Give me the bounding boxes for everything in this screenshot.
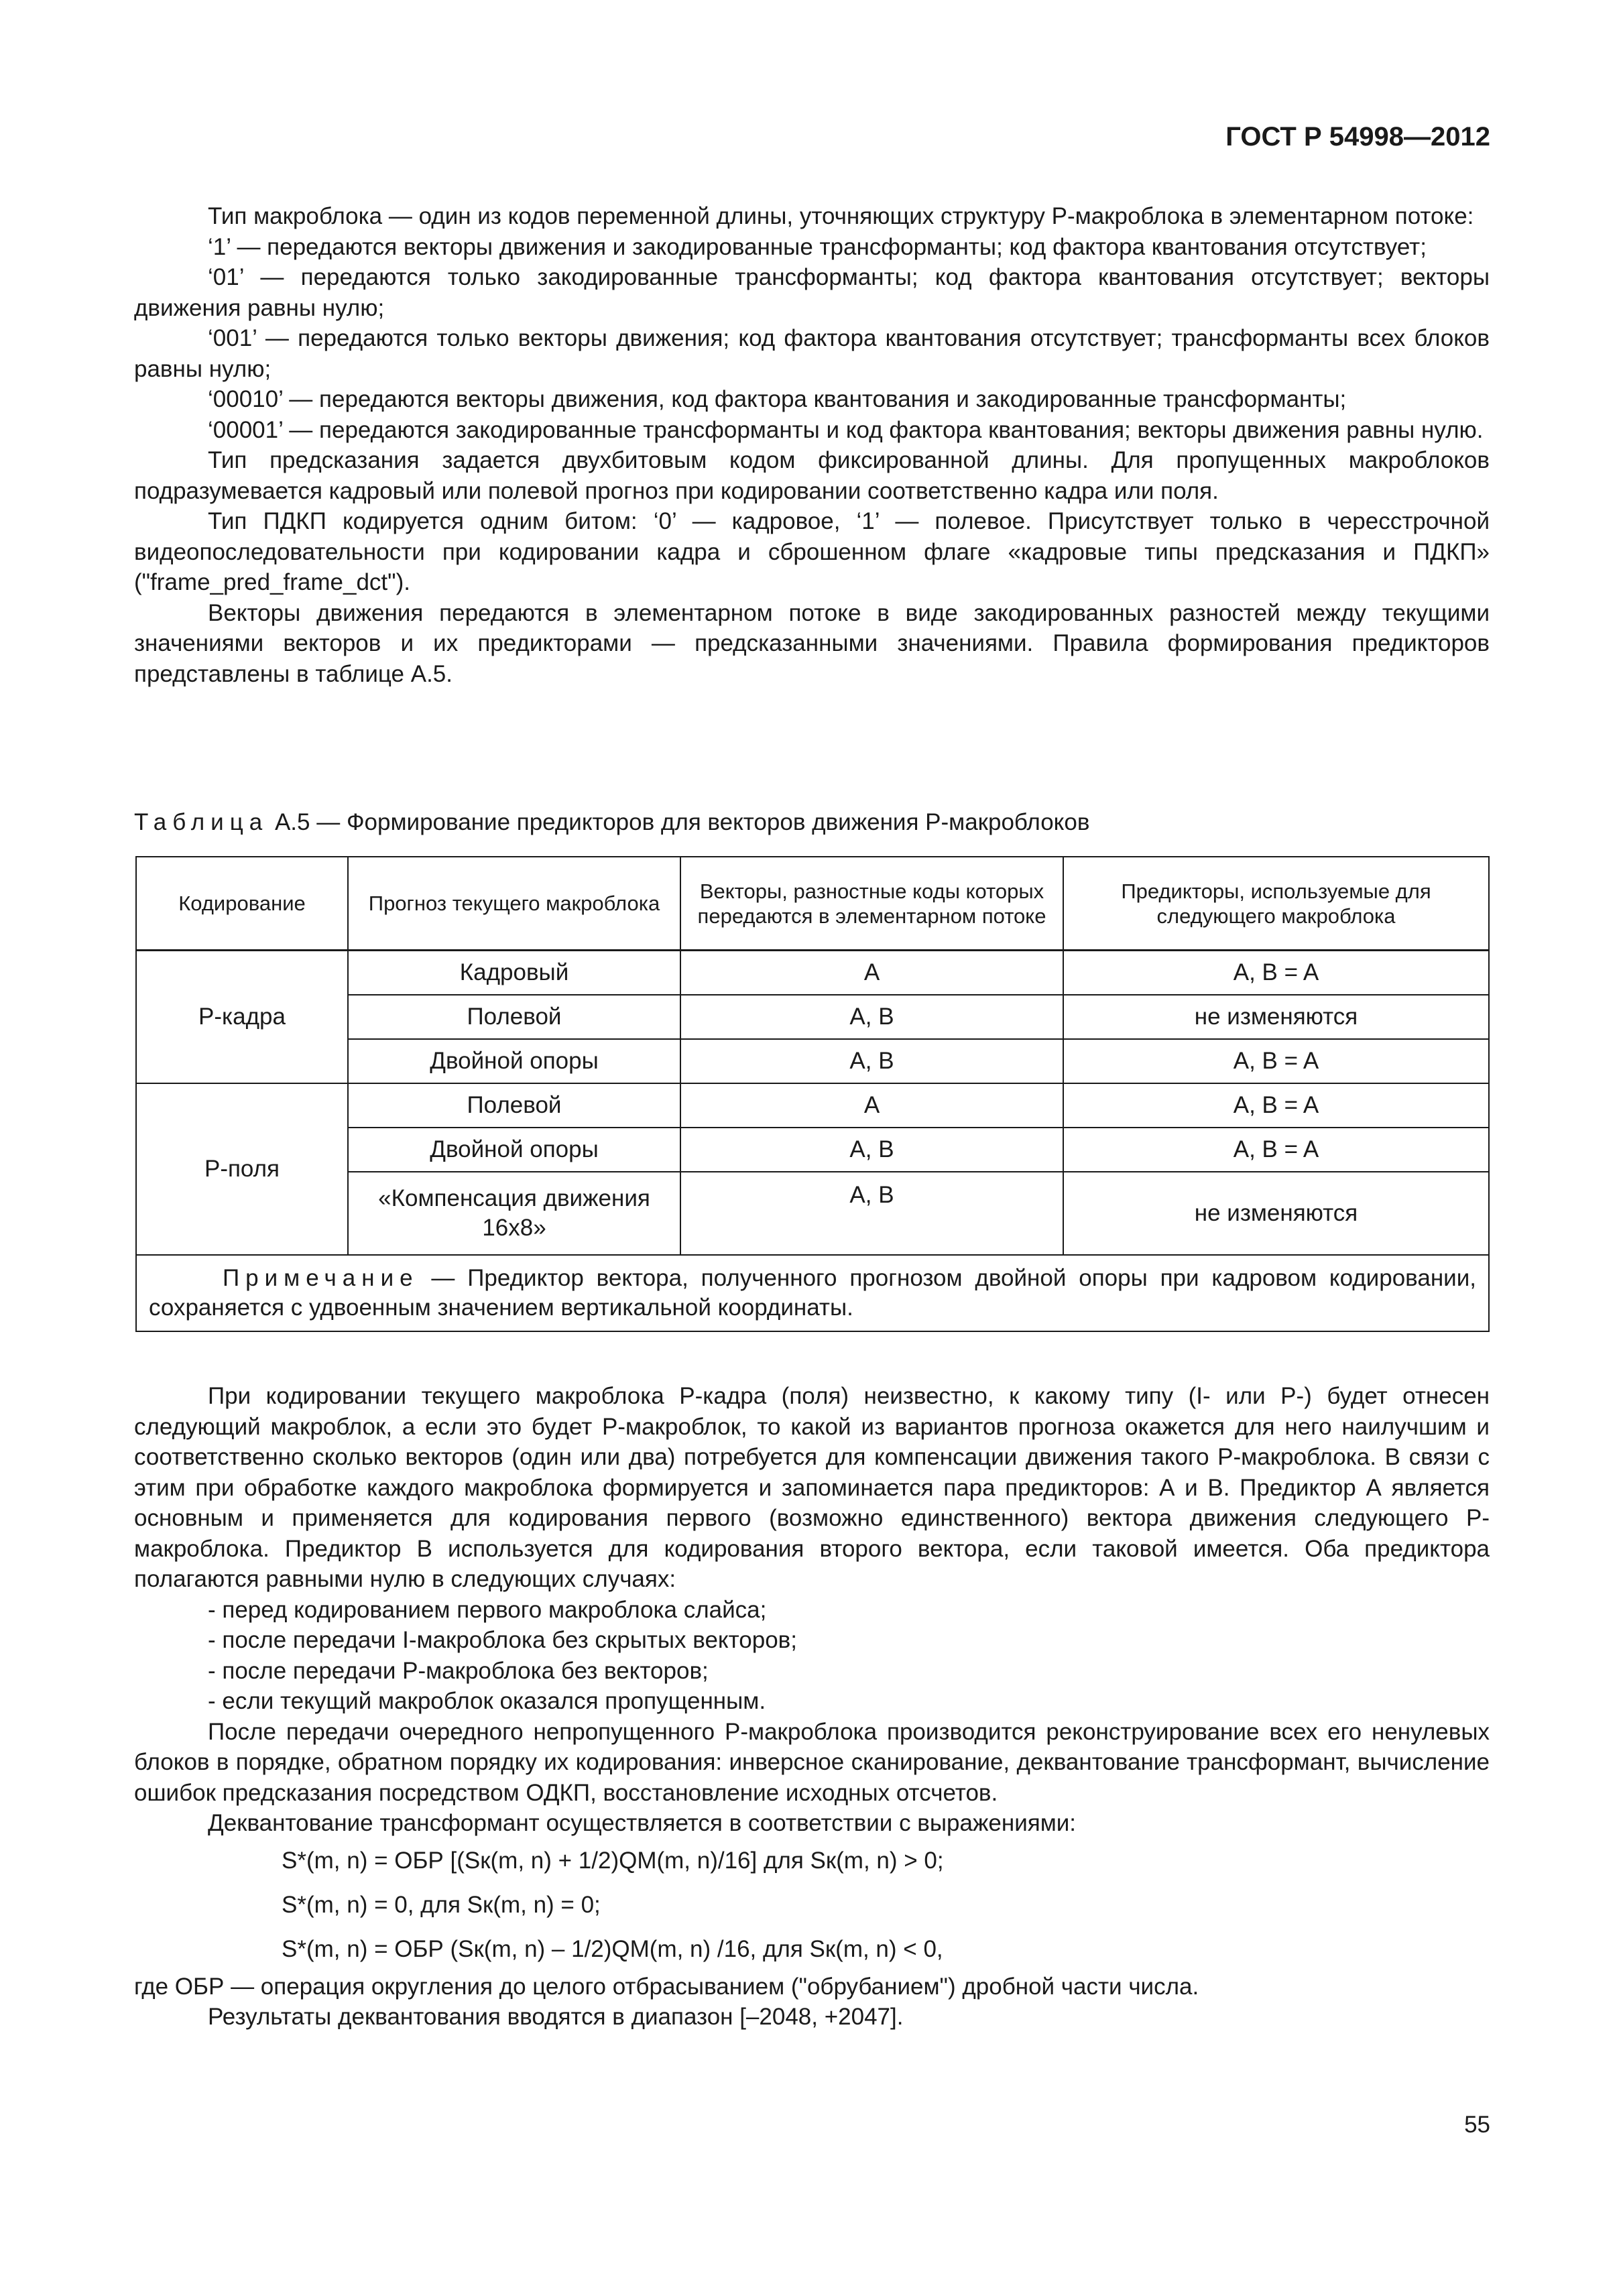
vectors-cell: A, B [680, 1172, 1063, 1255]
table-row [136, 1083, 1489, 1128]
paragraph: ‘01’ — передаются только закодированные трансформанты; код фактора квантования отсутствует; векторы движения равны нулю; [134, 264, 1490, 321]
paragraph: ‘00010’ — передаются векторы движения, код фактора квантования и закодированные трансформанты; [208, 386, 1347, 412]
column-header: Предикторы, используемые для следующего макроблока [1063, 857, 1489, 951]
formula: S*(m, n) = ОБР (Sк(m, n) – 1/2)QM(m, n) /16, для Sк(m, n) < 0, [282, 1935, 943, 1962]
forecast-cell: «Компенсация движения 16x8» [348, 1172, 680, 1255]
main-text [134, 1381, 1490, 2033]
vectors-cell: A, B [680, 1039, 1063, 1083]
coding-cell: P-поля [136, 1083, 348, 1255]
predictors-cell: не изменяются [1063, 995, 1489, 1039]
formula: S*(m, n) = 0, для Sк(m, n) = 0; [282, 1891, 601, 1918]
table-note-row [136, 1255, 1489, 1331]
forecast-cell: Полевой [348, 1083, 680, 1128]
predictor-table [135, 856, 1490, 1332]
list-item: - после передачи P-макроблока без векторов; [208, 1657, 709, 1684]
predictors-cell: A, B = A [1063, 951, 1489, 995]
paragraph: ‘1’ — передаются векторы движения и закодированные трансформанты; код фактора квантования отсутствует; [208, 233, 1427, 260]
table-caption-text: А.5 — Формирование предикторов для векторов движения P-макроблоков [268, 809, 1090, 835]
vectors-cell: A [680, 951, 1063, 995]
predictors-cell: A, B = A [1063, 1128, 1489, 1172]
vectors-cell: A, B [680, 1128, 1063, 1172]
column-header: Векторы, разностные коды которых передаются в элементарном потоке [680, 857, 1063, 951]
list-item: - перед кодированием первого макроблока слайса; [208, 1596, 767, 1623]
paragraph: ‘001’ — передаются только векторы движения; код фактора квантования отсутствует; трансформанты всех блоков равны нулю; [134, 325, 1490, 382]
table-note [136, 1255, 1489, 1331]
paragraph: Тип предсказания задается двухбитовым кодом фиксированной длины. Для пропущенных макроблоков подразумевается кадровый или полевой прогноз при кодировании соответственно кадра или поля. [134, 447, 1490, 504]
paragraph: При кодировании текущего макроблока P-кадра (поля) неизвестно, к какому типу (I- или P-) будет отнесен следующий макроблок, а если это будет P-макроблок, то какой из вариантов прогноза окажется для него наилучшим и соответственно сколько векторов (один или два) потребуется для компенсации движения такого P-макроблока. В связи с этим при обработке каждого макроблока формируется и запоминается пара предикторов: А и В. Предиктор А является основным и применяется для кодирования первого (возможно единственного) вектора движения следующего P-макроблока. Предиктор В используется для кодирования второго вектора, если таковой имеется. Оба предиктора полагаются равными нулю в следующих случаях: [134, 1383, 1490, 1592]
paragraph: После передачи очередного непропущенного P-макроблока производится реконструирование всех его ненулевых блоков в порядке, обратном порядку их кодирования: инверсное сканирование, деквантование трансформант, вычисление ошибок предсказания посредством ОДКП, восстановление исходных отсчетов. [134, 1718, 1490, 1806]
forecast-cell: Полевой [348, 995, 680, 1039]
paragraph: Векторы движения передаются в элементарном потоке в виде закодированных разностей между текущими значениями векторов и их предикторами — предсказанными значениями. Правила формирования предикторов представлены в таблице А.5. [134, 599, 1490, 687]
paragraph: где ОБР — операция округления до целого отбрасыванием ("обрубанием") дробной части числа. [134, 1973, 1199, 2000]
paragraph: Тип макроблока — один из кодов переменной длины, уточняющих структуру P-макроблока в элементарном потоке: [208, 203, 1474, 229]
paragraph: Деквантование трансформант осуществляется в соответствии с выражениями: [208, 1810, 1077, 1836]
page-number: 55 [1464, 2112, 1490, 2138]
predictors-cell: A, B = A [1063, 1083, 1489, 1128]
formula: S*(m, n) = ОБР [(Sк(m, n) + 1/2)QM(m, n)/16] для Sк(m, n) > 0; [282, 1847, 944, 1874]
paragraph: Тип ПДКП кодируется одним битом: ‘0’ — кадровое, ‘1’ — полевое. Присутствует только в чересстрочной видеопоследовательности при кодировании кадра и сброшенном флаге «кадровые типы предсказания и ПДКП» ("frame_pred_frame_dct"). [134, 508, 1490, 595]
column-header: Прогноз текущего макроблока [348, 857, 680, 951]
paragraph: Результаты деквантования вводятся в диапазон [–2048, +2047]. [208, 2004, 904, 2030]
vectors-cell: A [680, 1083, 1063, 1128]
table-caption [134, 809, 1089, 836]
table-caption-label: Таблица [134, 809, 269, 835]
predictors-cell: A, B = A [1063, 1039, 1489, 1083]
note-text: — Предиктор вектора, полученного прогнозом двойной опоры при кадровом кодировании, сохраняется с удвоенным значением вертикальной координаты. [149, 1265, 1476, 1321]
predictors-cell: не изменяются [1063, 1172, 1489, 1255]
note-label: Примечание [223, 1265, 419, 1291]
forecast-cell: Двойной опоры [348, 1039, 680, 1083]
vectors-cell: A, B [680, 995, 1063, 1039]
list-item: - если текущий макроблок оказался пропущенным. [208, 1688, 766, 1714]
table-row [136, 951, 1489, 995]
paragraph: ‘00001’ — передаются закодированные трансформанты и код фактора квантования; векторы движения равны нулю. [208, 416, 1484, 443]
intro-text [134, 201, 1490, 689]
list-item: - после передачи I-макроблока без скрытых векторов; [208, 1627, 797, 1653]
coding-cell: P-кадра [136, 951, 348, 1084]
forecast-cell: Кадровый [348, 951, 680, 995]
table-header-row [136, 857, 1489, 951]
forecast-cell: Двойной опоры [348, 1128, 680, 1172]
document-header: ГОСТ Р 54998—2012 [1225, 122, 1490, 152]
column-header: Кодирование [136, 857, 348, 951]
